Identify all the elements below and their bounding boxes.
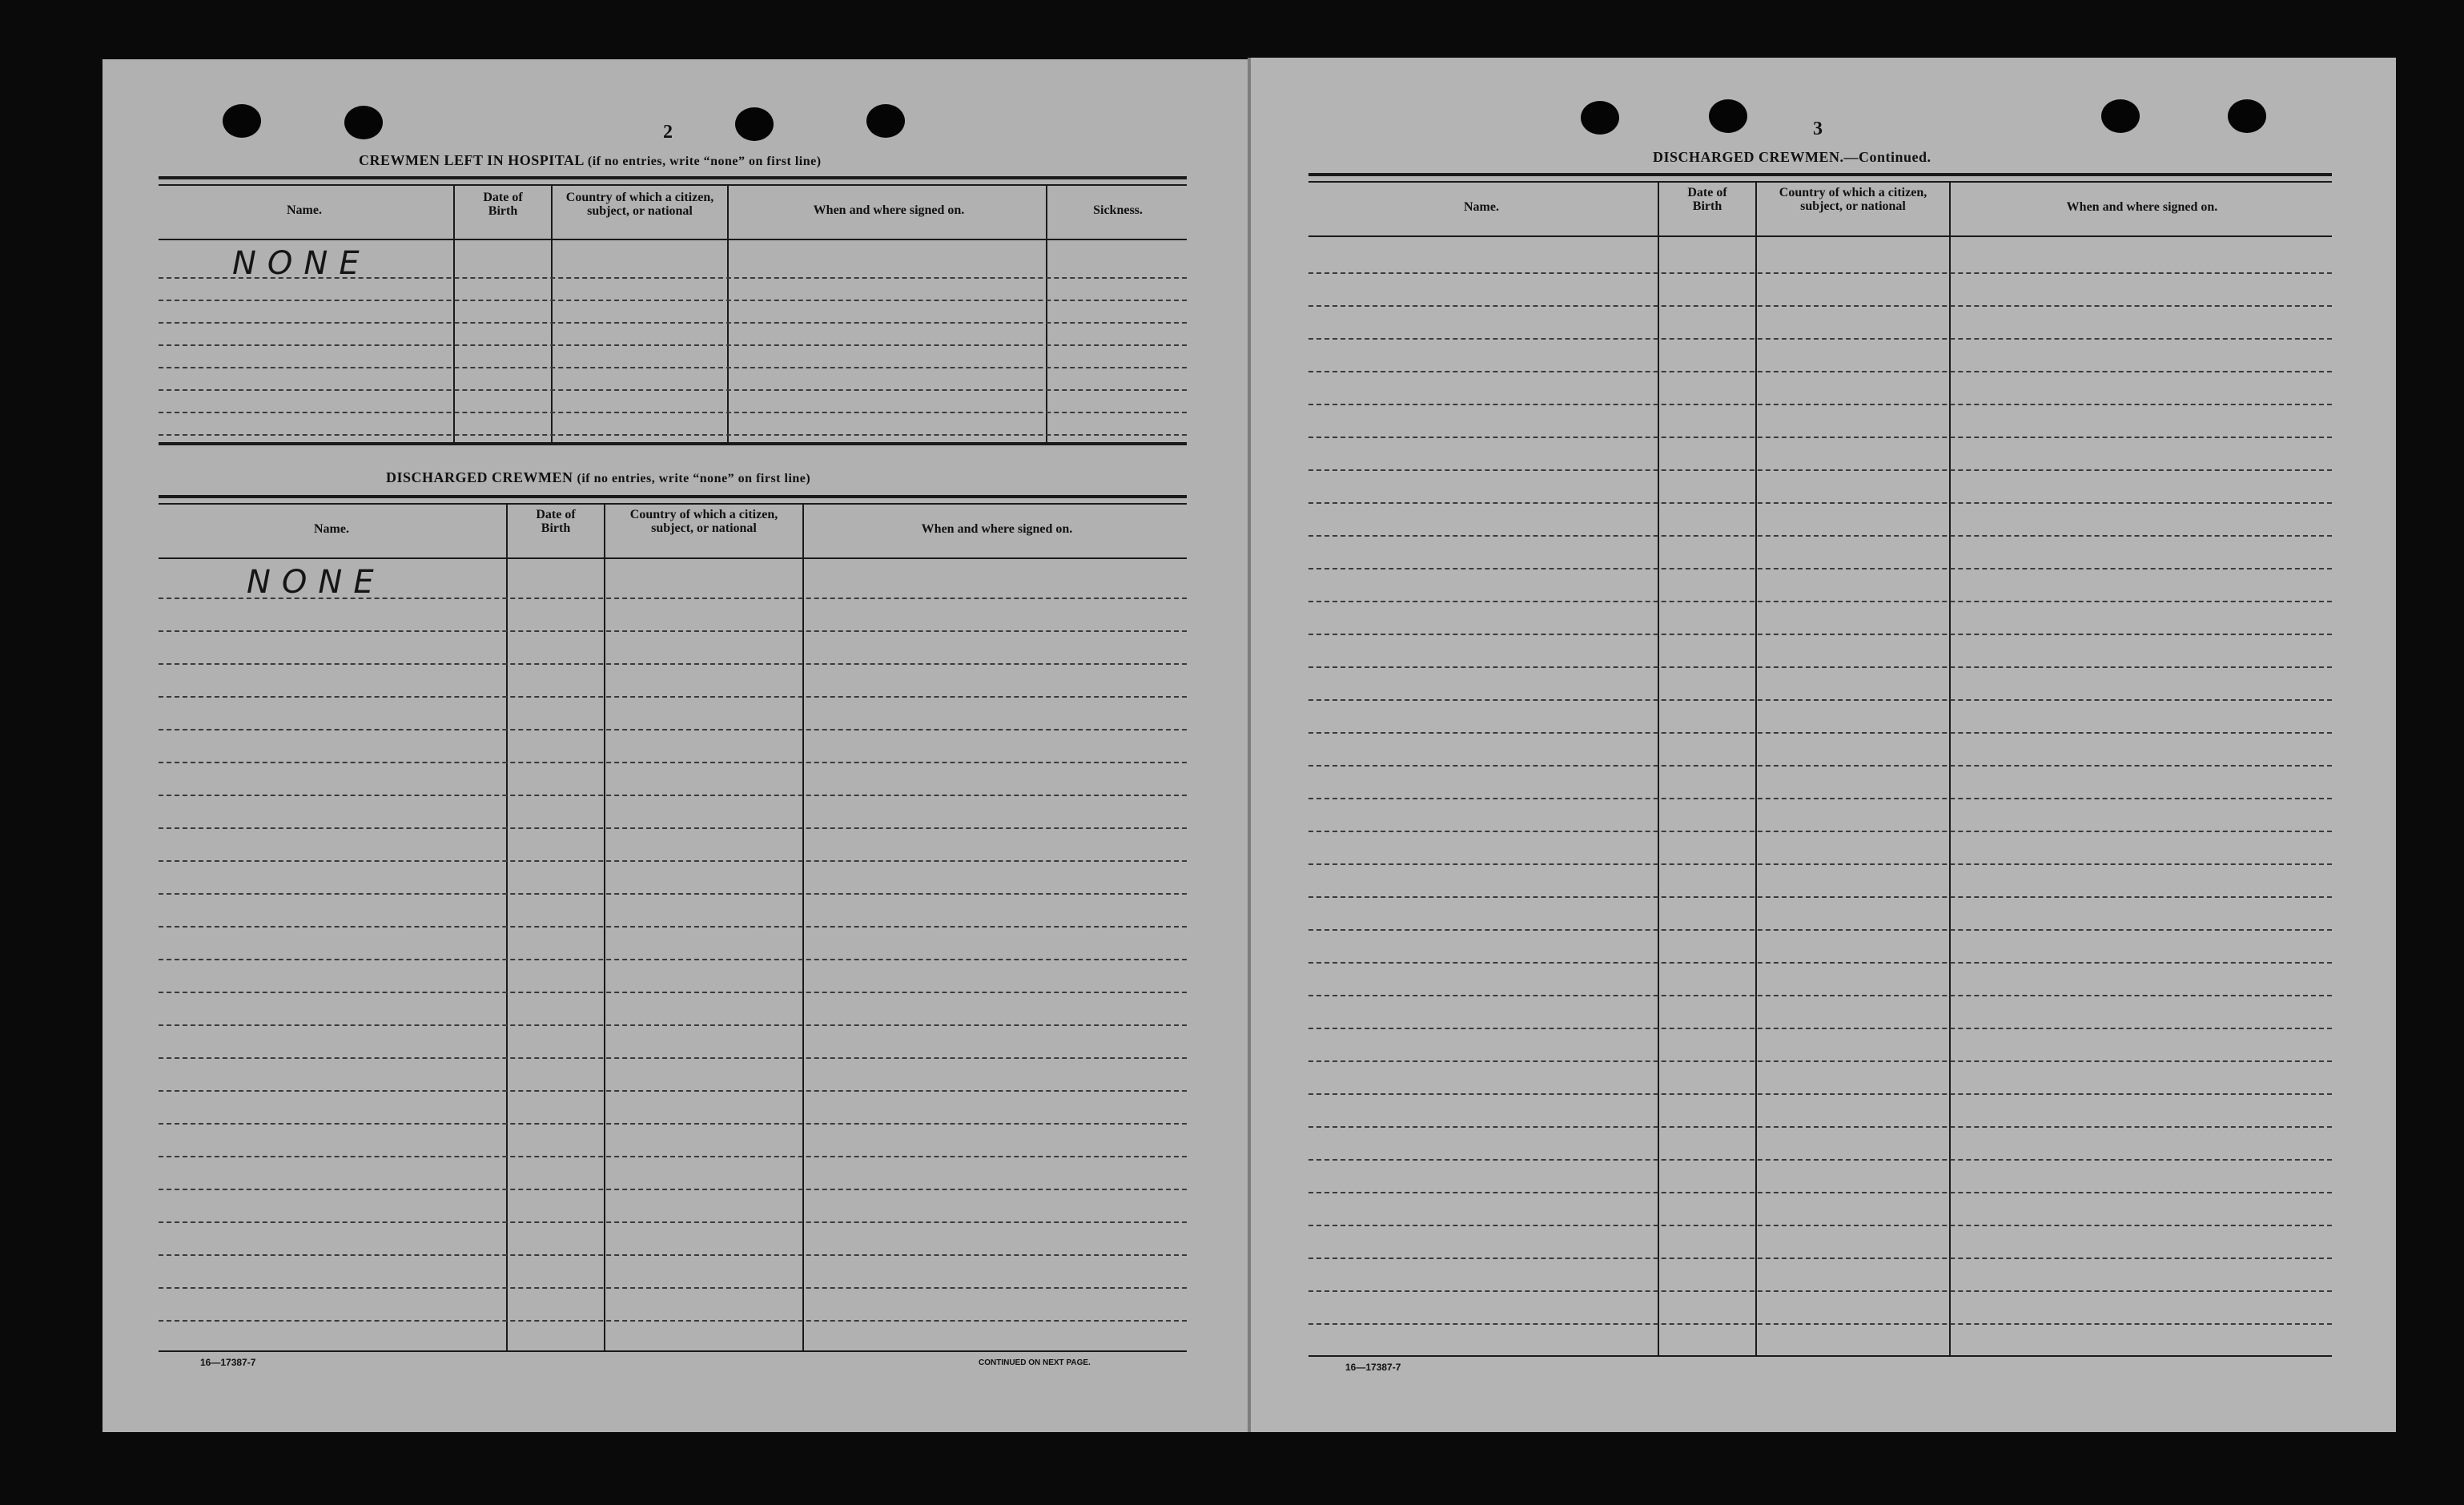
ruled-line [1308, 995, 2332, 996]
discharged-entry-handwritten: NONE [247, 564, 385, 601]
ruled-line [1308, 896, 2332, 898]
ruled-line [1308, 1323, 2332, 1325]
ruled-line [1308, 798, 2332, 799]
ruled-line [1308, 1258, 2332, 1259]
ruled-line [1308, 338, 2332, 340]
ruled-line [159, 598, 1187, 599]
col-header-signed-on: When and where signed on. [921, 522, 1073, 536]
col-header-date-of-birth: Date of Birth [536, 508, 576, 535]
ruled-line [159, 827, 1187, 829]
ruled-line [1308, 437, 2332, 438]
ruled-line [159, 992, 1187, 993]
page-number: 3 [1813, 119, 1823, 139]
ruled-line [159, 696, 1187, 698]
ruled-line [1308, 1159, 2332, 1161]
hospital-title-note: (if no entries, write “none” on first line) [587, 155, 822, 168]
col-header-date-of-birth: Date of Birth [1687, 186, 1727, 213]
form-number: 16—17387-7 [200, 1357, 256, 1368]
punch-hole [2228, 99, 2266, 133]
col-header-date-of-birth: Date of Birth [483, 191, 523, 218]
ruled-line [159, 893, 1187, 895]
ruled-line [159, 926, 1187, 928]
ruled-line [1308, 305, 2332, 307]
ruled-line [159, 762, 1187, 763]
continued-note: CONTINUED ON NEXT PAGE. [979, 1358, 1091, 1367]
ruled-line [1308, 732, 2332, 734]
ruled-line [159, 1057, 1187, 1059]
ruled-line [1308, 634, 2332, 635]
col-header-name: Name. [314, 522, 349, 536]
ruled-line [159, 1320, 1187, 1322]
discharged-continued-title: DISCHARGED CREWMEN.—Continued. [1653, 149, 1931, 165]
ruled-line [1308, 502, 2332, 504]
ruled-line [1308, 272, 2332, 274]
ruled-line [159, 959, 1187, 960]
hospital-section-title [359, 152, 822, 169]
discharged-section-title [386, 469, 810, 486]
ruled-line [1308, 1028, 2332, 1029]
ruled-line [159, 1221, 1187, 1223]
ruled-line [1308, 1290, 2332, 1292]
ruled-line [1308, 863, 2332, 865]
ruled-line [159, 1156, 1187, 1157]
col-header-sickness: Sickness. [1093, 203, 1143, 217]
ruled-line [159, 1287, 1187, 1289]
ruled-line [159, 1123, 1187, 1125]
ruled-line [1308, 1225, 2332, 1226]
punch-hole [735, 107, 774, 141]
hospital-entry-handwritten: NONE [232, 245, 371, 282]
ruled-line [1308, 1126, 2332, 1128]
ruled-line [1308, 765, 2332, 767]
ruled-line [1308, 568, 2332, 569]
ruled-line [1308, 962, 2332, 964]
discharged-title: DISCHARGED CREWMEN [386, 469, 573, 485]
ruled-line [1308, 1060, 2332, 1062]
ruled-line [1308, 831, 2332, 832]
ruled-line [159, 1189, 1187, 1190]
ruled-line [1308, 1093, 2332, 1095]
ruled-line [159, 1254, 1187, 1256]
ruled-line [159, 1024, 1187, 1026]
ruled-line [1308, 535, 2332, 537]
col-header-name: Name. [287, 203, 322, 217]
punch-hole [866, 104, 905, 138]
col-header-country: Country of which a citizen, subject, or national [565, 191, 714, 218]
col-header-signed-on: When and where signed on. [813, 203, 965, 217]
punch-hole [223, 104, 261, 138]
ruled-line [1308, 371, 2332, 372]
ruled-line [159, 729, 1187, 730]
ruled-line [159, 1090, 1187, 1092]
form-number: 16—17387-7 [1345, 1362, 1401, 1373]
discharged-title-note: (if no entries, write “none” on first line) [577, 472, 811, 485]
col-header-signed-on: When and where signed on. [2066, 200, 2218, 214]
ruled-line [159, 860, 1187, 862]
page-number: 2 [663, 122, 673, 143]
punch-hole [1581, 101, 1619, 135]
ruled-line [1308, 469, 2332, 471]
ruled-line [1308, 1192, 2332, 1193]
col-header-country: Country of which a citizen, subject, or national [1779, 186, 1927, 213]
ruled-line [159, 663, 1187, 665]
hospital-title: CREWMEN LEFT IN HOSPITAL [359, 152, 584, 168]
ruled-line [1308, 929, 2332, 931]
page-fold [1248, 58, 1251, 1432]
punch-hole [2101, 99, 2140, 133]
col-header-name: Name. [1464, 200, 1499, 214]
ruled-line [1308, 601, 2332, 602]
ruled-line [1308, 666, 2332, 668]
ruled-line [1308, 404, 2332, 405]
ruled-line [159, 795, 1187, 796]
ruled-line [1308, 699, 2332, 701]
punch-hole [1709, 99, 1747, 133]
ruled-line [159, 630, 1187, 632]
punch-hole [344, 106, 383, 139]
col-header-country: Country of which a citizen, subject, or national [629, 508, 778, 535]
